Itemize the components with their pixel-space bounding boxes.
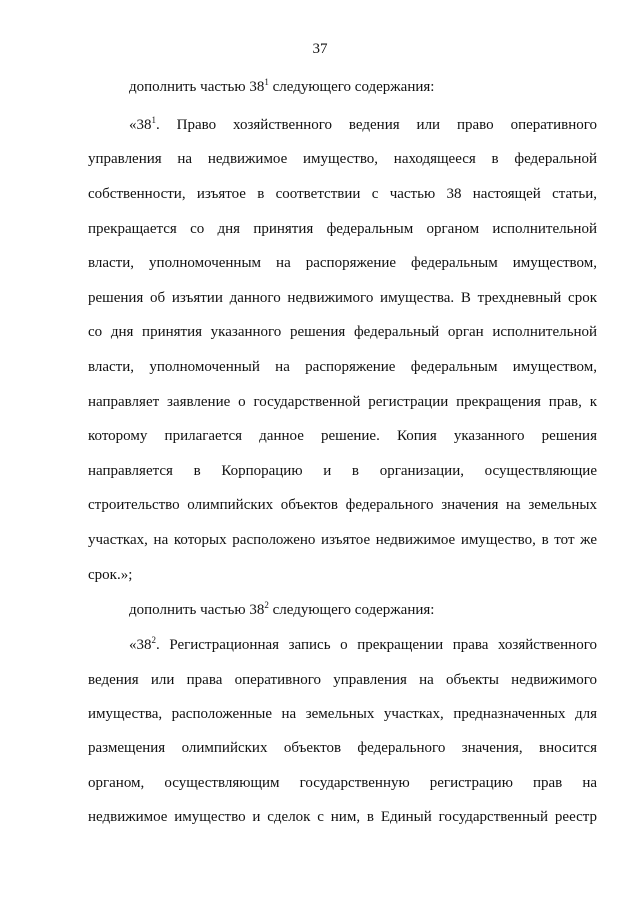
intro-text: дополнить частью 38 bbox=[129, 79, 265, 95]
text-line: власти, уполномоченный на распоряжение федеральным имуществом, bbox=[88, 359, 597, 375]
superscript: 2 bbox=[151, 635, 156, 645]
text-line: собственности, изъятое в соответствии с частью 38 настоящей статьи, bbox=[88, 186, 597, 202]
text-line: направляет заявление о государственной регистрации прекращения прав, к bbox=[88, 394, 597, 410]
clause-text: . Право хозяйственного ведения или право оперативного bbox=[156, 117, 597, 133]
clause-number: «38 bbox=[129, 117, 152, 133]
text-line: участках, на которых расположено изъятое недвижимое имущество, в тот же bbox=[88, 532, 597, 548]
amendment-intro-38-1 bbox=[129, 79, 434, 96]
text-line: органом, осуществляющим государственную регистрацию прав на bbox=[88, 775, 597, 791]
intro-text: следующего содержания: bbox=[268, 602, 435, 618]
superscript: 1 bbox=[151, 115, 156, 125]
text-line: имущества, расположенные на земельных участках, предназначенных для bbox=[88, 706, 597, 722]
text-line: направляется в Корпорацию и в организации, осуществляющие bbox=[88, 463, 597, 479]
text-line: прекращается со дня принятия федеральным органом исполнительной bbox=[88, 221, 597, 237]
superscript: 2 bbox=[264, 600, 269, 610]
clause-text: . Регистрационная запись о прекращении права хозяйственного bbox=[156, 637, 597, 653]
superscript: 1 bbox=[264, 77, 269, 87]
page-number: 37 bbox=[312, 41, 328, 57]
text-line: срок.»; bbox=[88, 567, 133, 583]
text-line: управления на недвижимое имущество, находящееся в федеральной bbox=[88, 151, 597, 167]
intro-text: дополнить частью 38 bbox=[129, 602, 265, 618]
amendment-intro-38-2 bbox=[129, 602, 434, 619]
text-line: со дня принятия указанного решения федеральный орган исполнительной bbox=[88, 324, 597, 340]
intro-text: следующего содержания: bbox=[268, 79, 435, 95]
text-line: строительство олимпийских объектов федерального значения на земельных bbox=[88, 497, 597, 513]
text-line: власти, уполномоченным на распоряжение федеральным имуществом, bbox=[88, 255, 597, 271]
clause-38-1-first-line bbox=[129, 117, 597, 134]
clause-number: «38 bbox=[129, 637, 152, 653]
text-line: недвижимое имущество и сделок с ним, в Единый государственный реестр bbox=[88, 809, 597, 825]
text-line: ведения или права оперативного управления на объекты недвижимого bbox=[88, 672, 597, 688]
text-line: которому прилагается данное решение. Копия указанного решения bbox=[88, 428, 597, 444]
text-line: решения об изъятии данного недвижимого имущества. В трехдневный срок bbox=[88, 290, 597, 306]
text-line: размещения олимпийских объектов федерального значения, вносится bbox=[88, 740, 597, 756]
clause-38-2-first-line bbox=[129, 637, 597, 654]
